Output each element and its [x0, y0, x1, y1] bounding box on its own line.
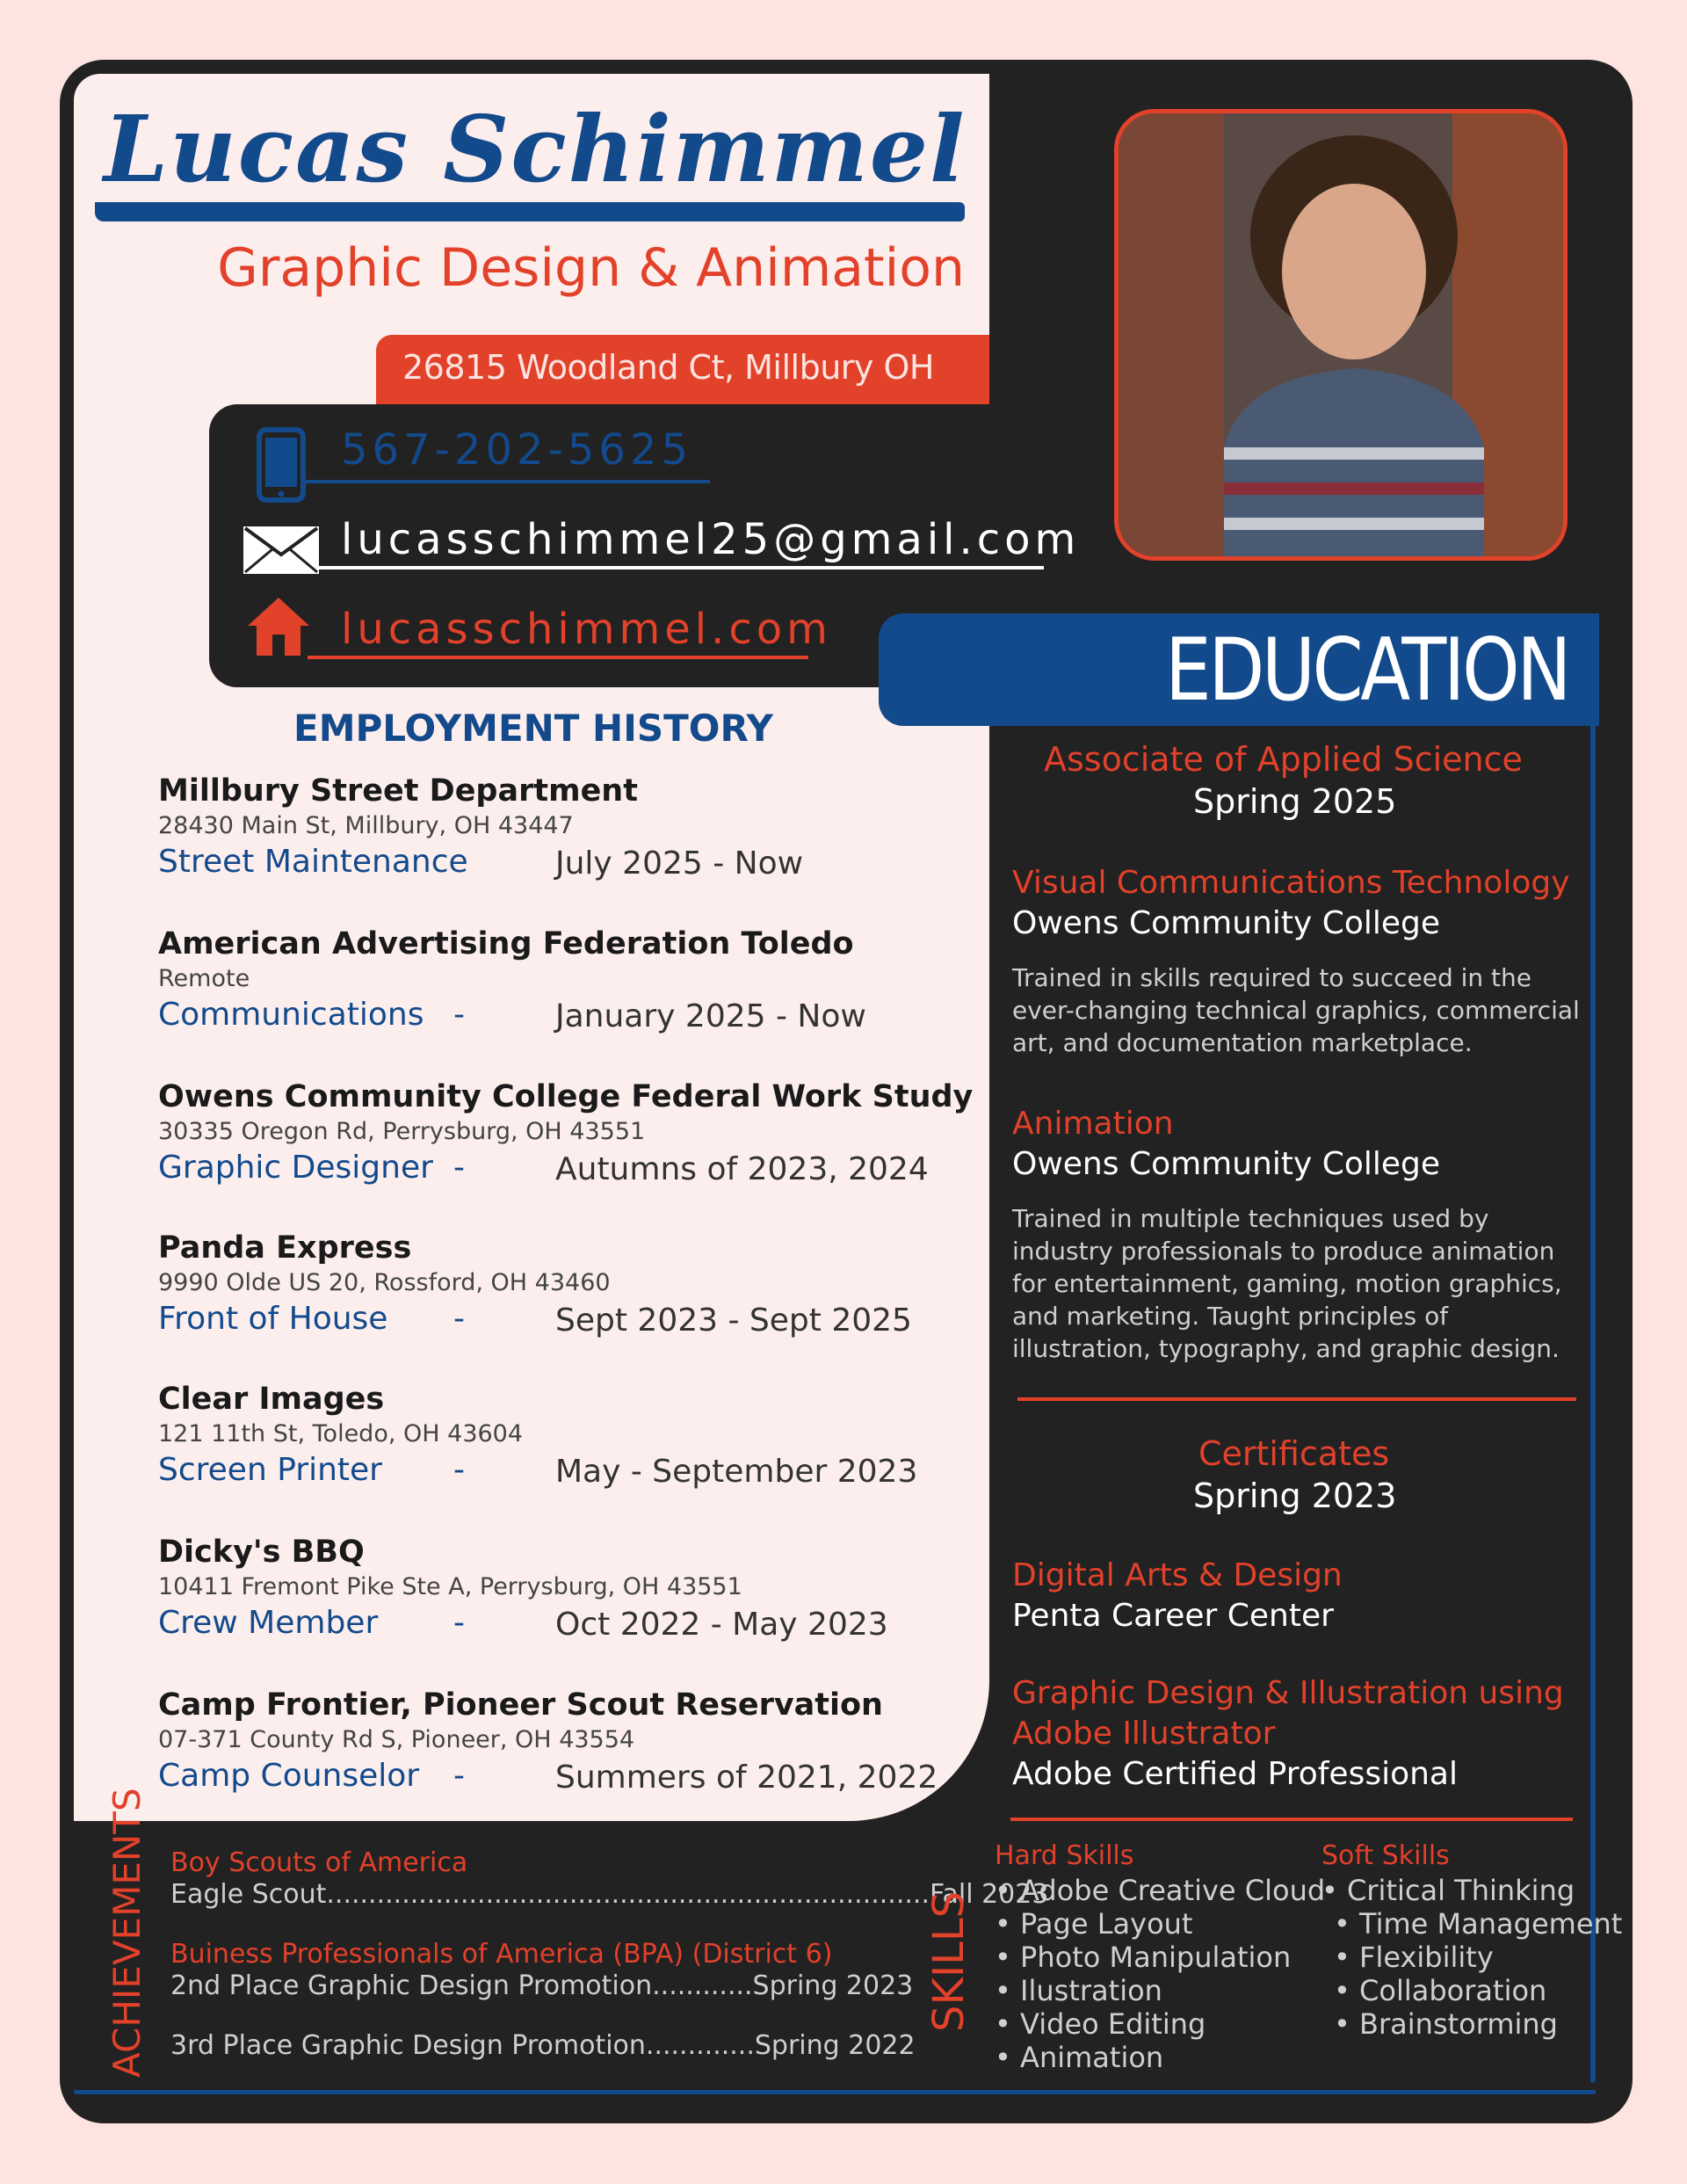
- email-underline: [316, 566, 1044, 570]
- name-underline: [95, 202, 965, 221]
- program-name: Animation: [1012, 1106, 1174, 1142]
- bottom-border: [74, 2090, 1596, 2094]
- job-company: Panda Express: [158, 1230, 412, 1266]
- certificate-issuer: Adobe Certified Professional: [1012, 1756, 1458, 1792]
- program-school: Owens Community College: [1012, 1146, 1441, 1182]
- soft-skills-heading: Soft Skills: [1321, 1840, 1450, 1871]
- certificate-name-line2: Adobe Illustrator: [1012, 1716, 1276, 1752]
- job-address: Remote: [158, 965, 250, 992]
- skill-item: • Page Layout: [995, 1907, 1193, 1941]
- skills-divider: [1010, 1818, 1573, 1821]
- job-role: Crew Member: [158, 1605, 379, 1641]
- phone-icon: [257, 427, 306, 503]
- job-address: 121 11th St, Toledo, OH 43604: [158, 1420, 524, 1448]
- phone-link[interactable]: 567-202-5625: [341, 425, 693, 475]
- achievement-item: 2nd Place Graphic Design Promotion............Spring 2023: [170, 1970, 914, 2001]
- job-company: Clear Images: [158, 1382, 385, 1417]
- hard-skills-list: [995, 1874, 1325, 2074]
- certificates-heading: Certificates: [1198, 1434, 1390, 1473]
- job-address: 10411 Fremont Pike Ste A, Perrysburg, OH 43551: [158, 1573, 742, 1600]
- job-dates: Summers of 2021, 2022: [555, 1760, 938, 1796]
- job-role: Screen Printer: [158, 1452, 382, 1488]
- skill-item: • Critical Thinking: [1321, 1874, 1575, 1907]
- skill-item: • Video Editing: [995, 2007, 1206, 2041]
- job-dates: May - September 2023: [555, 1454, 918, 1490]
- certificate-issuer: Penta Career Center: [1012, 1598, 1334, 1634]
- certificate-name: Digital Arts & Design: [1012, 1557, 1343, 1593]
- achievement-org: Boy Scouts of America: [170, 1847, 468, 1878]
- program-description: Trained in skills required to succeed in the ever-changing technical graphics, commercial art, and documentation marketplace.: [1012, 963, 1580, 1057]
- job-dash: -: [453, 1452, 465, 1488]
- job-dates: Oct 2022 - May 2023: [555, 1607, 888, 1643]
- education-heading: EDUCATION: [1165, 620, 1569, 721]
- email-link[interactable]: lucasschimmel25@gmail.com: [341, 515, 1081, 564]
- soft-skills-list: [1321, 1874, 1622, 2041]
- degree-name: Associate of Applied Science: [1044, 740, 1523, 779]
- employment-heading: EMPLOYMENT HISTORY: [293, 707, 773, 750]
- job-company: Dicky's BBQ: [158, 1535, 365, 1570]
- job-role: Graphic Designer: [158, 1150, 433, 1186]
- address-text: 26815 Woodland Ct, Millbury OH: [402, 348, 934, 387]
- home-icon: [246, 596, 311, 657]
- certificate-name: Graphic Design & Illustration using: [1012, 1675, 1564, 1711]
- job-dates: January 2025 - Now: [555, 998, 866, 1034]
- skill-item: • Collaboration: [1334, 1974, 1547, 2007]
- job-dates: Autumns of 2023, 2024: [555, 1151, 929, 1187]
- program-school: Owens Community College: [1012, 905, 1441, 941]
- degree-date: Spring 2025: [1193, 782, 1397, 821]
- skill-item: • Photo Manipulation: [995, 1941, 1292, 1974]
- job-company: American Advertising Federation Toledo: [158, 926, 854, 961]
- job-dash: -: [453, 1758, 465, 1794]
- website-underline: [308, 656, 808, 659]
- job-dash: -: [453, 1150, 465, 1186]
- job-role: Communications: [158, 997, 424, 1033]
- skill-item: • Flexibility: [1334, 1941, 1494, 1974]
- job-company: Owens Community College Federal Work Study: [158, 1079, 974, 1114]
- job-dash: -: [453, 997, 465, 1033]
- website-link[interactable]: lucasschimmel.com: [341, 605, 832, 654]
- certificates-date: Spring 2023: [1193, 1477, 1397, 1515]
- phone-underline: [300, 480, 710, 483]
- job-company: Camp Frontier, Pioneer Scout Reservation: [158, 1687, 883, 1723]
- job-address: 28430 Main St, Millbury, OH 43447: [158, 812, 574, 839]
- job-dash: -: [453, 1301, 465, 1337]
- job-dash: -: [453, 1605, 465, 1641]
- achievements-label: ACHIEVEMENTS: [105, 1788, 148, 2078]
- achievement-org: Buiness Professionals of America (BPA) (District 6): [170, 1939, 833, 1970]
- profession-title: Graphic Design & Animation: [217, 237, 965, 299]
- skill-item: • Brainstorming: [1334, 2007, 1558, 2041]
- achievement-item: 3rd Place Graphic Design Promotion.............Spring 2022: [170, 2030, 916, 2061]
- job-dates: July 2025 - Now: [555, 845, 804, 882]
- skill-item: • Adobe Creative Cloud: [995, 1874, 1326, 1907]
- program-name: Visual Communications Technology: [1012, 865, 1570, 901]
- program-description: Trained in multiple techniques used by industry professionals to produce animation for entertainment, gaming, motion graphics, and marketing. Taught principles of illustration, typography, and graphic design.: [1012, 1204, 1562, 1363]
- job-address: 9990 Olde US 20, Rossford, OH 43460: [158, 1269, 611, 1296]
- profile-photo: [1114, 109, 1568, 561]
- job-dates: Sept 2023 - Sept 2025: [555, 1302, 912, 1339]
- education-divider: [1017, 1397, 1576, 1401]
- applicant-name: Lucas Schimmel: [104, 95, 967, 203]
- job-address: 07-371 County Rd S, Pioneer, OH 43554: [158, 1726, 635, 1753]
- job-address: 30335 Oregon Rd, Perrysburg, OH 43551: [158, 1118, 646, 1145]
- skill-item: • Time Management: [1334, 1907, 1623, 1941]
- job-company: Millbury Street Department: [158, 773, 638, 809]
- achievement-item: Eagle Scout........................................................................Fall 2023: [170, 1879, 1049, 1910]
- skill-item: • Animation: [995, 2041, 1164, 2074]
- job-role: Front of House: [158, 1301, 388, 1337]
- hard-skills-heading: Hard Skills: [995, 1840, 1134, 1871]
- job-role: Street Maintenance: [158, 844, 468, 880]
- mail-icon: [243, 526, 320, 575]
- skills-label: SKILLS: [924, 1890, 974, 2032]
- skill-item: • Ilustration: [995, 1974, 1162, 2007]
- job-role: Camp Counselor: [158, 1758, 420, 1794]
